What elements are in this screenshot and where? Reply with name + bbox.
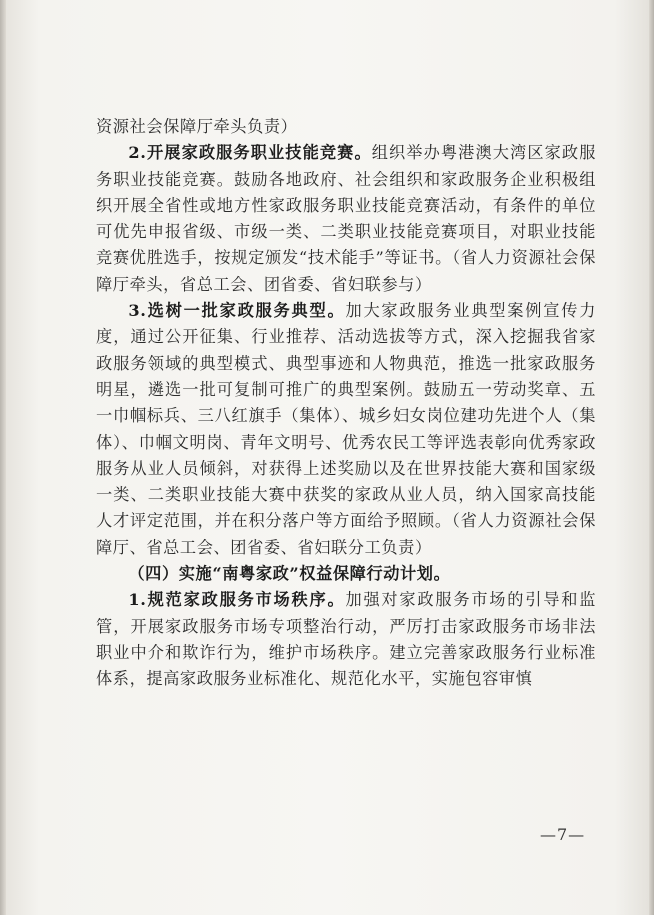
paragraph-heading: 3.选树一批家政服务典型。 (128, 301, 346, 321)
paragraph-typical-models (96, 298, 596, 561)
paragraph-heading: 2.开展家政服务职业技能竞赛。 (128, 143, 372, 163)
paragraph-heading: 1.规范家政服务市场秩序。 (128, 590, 346, 610)
body-text (96, 114, 596, 693)
paragraph-body: 加强对家政服务市场的引导和监管，开展家政服务市场专项整治行动，严厉打击家政服务市场非法职业中介和欺诈行为，维护市场秩序。建立完善家政服务行业标准体系，提高家政服务业标准化、规范化水平，实施包容审慎 (96, 590, 596, 689)
page-number: —7— (540, 825, 586, 844)
paragraph-body: 加大家政服务业典型案例宣传力度，通过公开征集、行业推荐、活动选拔等方式，深入挖掘我省家政服务领域的典型模式、典型事迹和人物典范，推选一批家政服务明星，遴选一批可复制可推广的典型案例。鼓励五一劳动奖章、五一巾帼标兵、三八红旗手（集体）、城乡妇女岗位建功先进个人（集体）、巾帼文明岗、青年文明号、优秀农民工等评选表彰向优秀家政服务从业人员倾斜，对获得上述奖励以及在世界技能大赛和国家级一类、二类职业技能大赛中获奖的家政从业人员，纳入国家高技能人才评定范围，并在积分落户等方面给予照顾。（省人力资源社会保障厅、省总工会、团省委、省妇联分工负责） (96, 301, 596, 557)
section-heading: （四）实施“南粤家政”权益保障行动计划。 (128, 564, 451, 584)
paragraph-market-order (96, 587, 596, 692)
paragraph-skills-competition (96, 140, 596, 298)
paragraph-body: 组织举办粤港澳大湾区家政服务职业技能竞赛。鼓励各地政府、社会组织和家政服务企业积极组织开展全省性或地方性家政服务职业技能竞赛活动，有条件的单位可优先申报省级、市级一类、二类职业技能竞赛项目，对职业技能竞赛优胜选手，按规定颁发“技术能手”等证书。（省人力资源社会保障厅牵头，省总工会、团省委、省妇联参与） (96, 143, 596, 294)
page-right-edge (649, 0, 654, 915)
paragraph-continuation: 资源社会保障厅牵头负责） (96, 117, 298, 136)
page-left-edge (0, 0, 6, 915)
